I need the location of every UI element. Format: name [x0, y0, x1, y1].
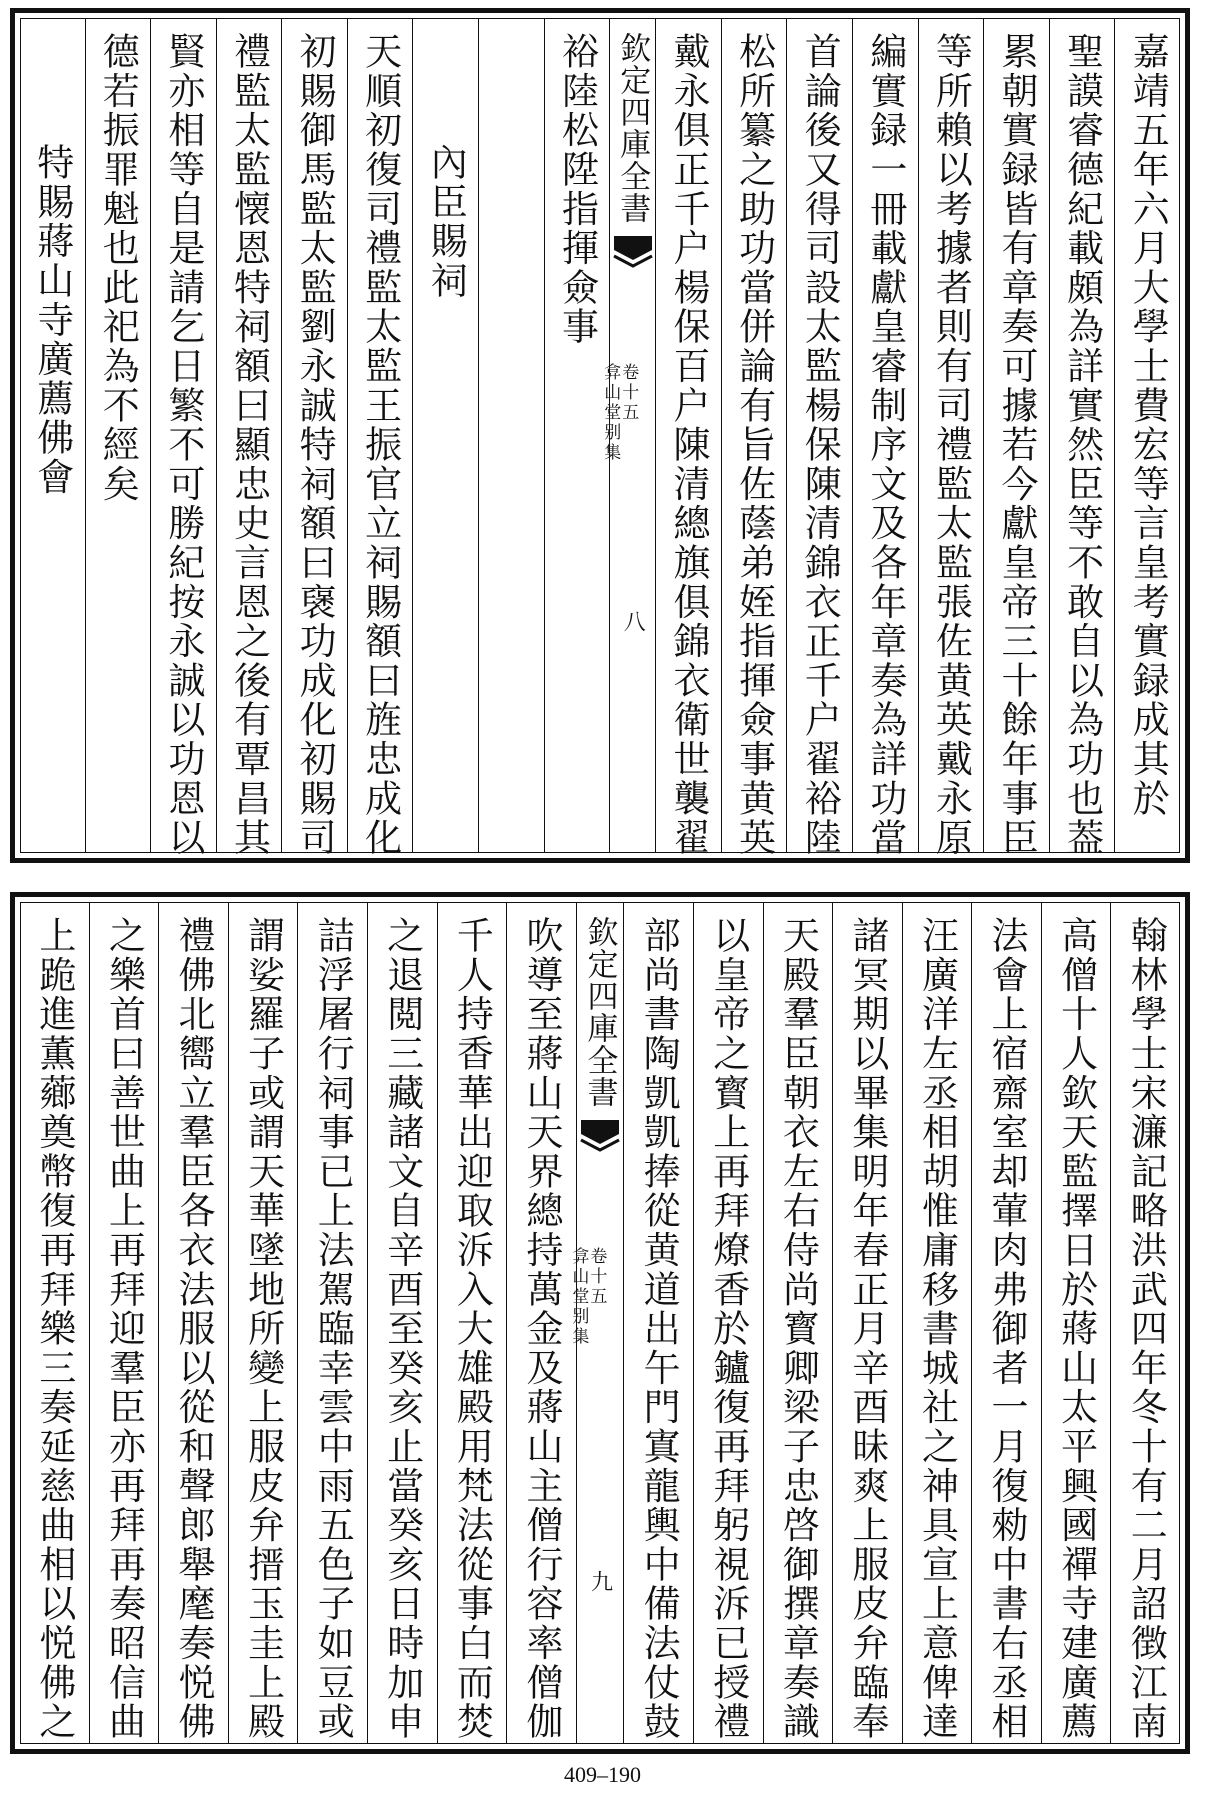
text-column: [721, 18, 787, 858]
column-text: 汪廣洋左丞相胡惟庸移書城社之神具宣上意俾達: [915, 916, 959, 1742]
column-text: 之退閲三藏諸文自辛酉至癸亥止當癸亥日時加申: [380, 916, 424, 1742]
work-title: 弇山堂别集: [600, 363, 621, 463]
column-text: 松所纂之助功當併論有旨佐蔭弟姪指揮僉事黄英: [732, 32, 776, 858]
fishtail-mark-icon: [581, 1120, 619, 1152]
text-column: [693, 902, 763, 1744]
text-column: [623, 902, 693, 1744]
column-text: 裕陸松陞指揮僉事: [555, 32, 599, 347]
text-column: [85, 18, 151, 853]
text-column: [852, 18, 918, 858]
column-text: 詰浮屠行祠事已上法駕臨幸雲中雨五色子如豆或: [311, 916, 355, 1742]
text-column: [228, 902, 298, 1744]
column-text: 禮佛北嚮立羣臣各衣法服以從和聲郎舉麾奏悦佛: [172, 916, 216, 1742]
column-text: 累朝實録皆有章奏可據若今獻皇帝三十餘年事臣: [995, 32, 1039, 858]
text-column: [216, 18, 282, 858]
column-text: 之樂首曰善世曲上再拜迎羣臣亦再拜再奏昭信曲: [102, 916, 146, 1742]
column-text: 賢亦相等自是請乞日繁不可勝紀按永誠以功恩以: [161, 32, 205, 858]
juan-number: 卷十五: [586, 1247, 607, 1307]
work-title: 弇山堂别集: [568, 1247, 589, 1347]
text-column: [347, 18, 413, 858]
page-number: 八: [620, 610, 646, 632]
column-text: 等所賴以考據者則有司禮監太監張佐黄英戴永原: [929, 32, 973, 858]
text-column: [786, 18, 852, 858]
text-column: [412, 18, 478, 853]
text-columns: [20, 902, 1180, 1744]
section-heading: 內臣賜祠: [424, 143, 468, 301]
text-column: [20, 18, 85, 853]
book-title: 欽定四庫全書: [614, 32, 651, 224]
text-column: [1041, 902, 1111, 1744]
text-column: [478, 18, 544, 853]
text-column: [158, 902, 228, 1744]
juan-number: 卷十五: [618, 363, 639, 423]
column-text: 戴永俱正千户楊保百户陳清總旗俱錦衣衛世襲翟: [667, 32, 711, 858]
text-column: [655, 18, 721, 858]
column-text: 天殿羣臣朝衣左右侍尚寳卿梁子忠啓御撰章奏識: [776, 916, 820, 1742]
column-text: 千人持香華出迎取泝入大雄殿用梵法從事白而焚: [450, 916, 494, 1742]
text-column: [437, 902, 507, 1744]
text-column: [971, 902, 1041, 1744]
page-number: 九: [587, 1570, 613, 1592]
text-column: [1049, 18, 1115, 858]
text-column: [983, 18, 1049, 858]
column-text: 上跪進薫薌奠幣復再拜樂三奏延慈曲相以悦佛之: [32, 916, 76, 1742]
column-text: 初賜御馬監太監劉永誠特祠額曰襃功成化初賜司: [293, 32, 337, 858]
text-column: [1114, 18, 1180, 853]
fishtail-mark-icon: [614, 236, 652, 268]
column-text: 高僧十人欽天監擇日於蔣山太平興國禪寺建廣薦: [1054, 916, 1098, 1742]
column-text: 禮監太監懐恩特祠額曰顯忠史言恩之後有覃昌其: [227, 32, 271, 858]
text-column: [297, 902, 367, 1744]
column-text: 諸冥期以畢集明年春正月辛酉昧爽上服皮弁臨奉: [845, 916, 889, 1742]
column-text: 嘉靖五年六月大學士費宏等言皇考實録成其於: [1126, 32, 1170, 818]
column-text: 謂娑羅子或謂天華墜地所變上服皮弁搢玉圭上殿: [241, 916, 285, 1742]
column-text: 天順初復司禮監太監王振官立祠賜額曰旌忠成化: [358, 32, 402, 858]
text-column: [89, 902, 159, 1744]
column-text: 以皇帝之寳上再拜燎香於鑪復再拜躬視泝已授禮: [706, 916, 750, 1742]
text-column: [763, 902, 833, 1744]
text-columns: [20, 18, 1180, 858]
column-text: 翰林學士宋濂記略洪武四年冬十有二月詔徴江南: [1124, 916, 1168, 1742]
column-text: 吹導至蔣山天界總持萬金及蔣山主僧行容率僧伽: [519, 916, 563, 1742]
text-column: [150, 18, 216, 858]
page-bottom: [10, 892, 1190, 1754]
page-footer-number: 409–190: [564, 1762, 641, 1787]
text-column: [902, 902, 972, 1744]
center-fold-column: [568, 902, 624, 1744]
center-fold-column: [600, 18, 655, 853]
column-text: 法會上宿齋室却葷肉弗御者一月復勑中書右丞相: [985, 916, 1029, 1742]
text-column: [367, 902, 437, 1744]
text-column: [506, 902, 576, 1744]
text-column: [1110, 902, 1180, 1744]
book-title: 欽定四庫全書: [581, 916, 618, 1108]
text-column: [20, 902, 89, 1744]
column-text: 德若振罪魁也此祀為不經矣: [96, 32, 140, 504]
text-column: [832, 902, 902, 1744]
column-text: 部尚書陶凱凱捧從黄道出午門寘龍輿中備法仗鼓: [637, 916, 681, 1742]
page-top: [10, 8, 1190, 863]
section-heading: 特賜蔣山寺廣薦佛會: [30, 143, 74, 497]
text-column: [918, 18, 984, 858]
column-text: 編實録一冊載獻皇睿制序文及各年章奏為詳功當: [863, 32, 907, 858]
text-column: [281, 18, 347, 858]
column-text: 首論後又得司設太監楊保陳清錦衣正千户翟裕陸: [798, 32, 842, 858]
column-text: 聖謨睿德紀載頗為詳實然臣等不敢自以為功也葢: [1060, 32, 1104, 858]
